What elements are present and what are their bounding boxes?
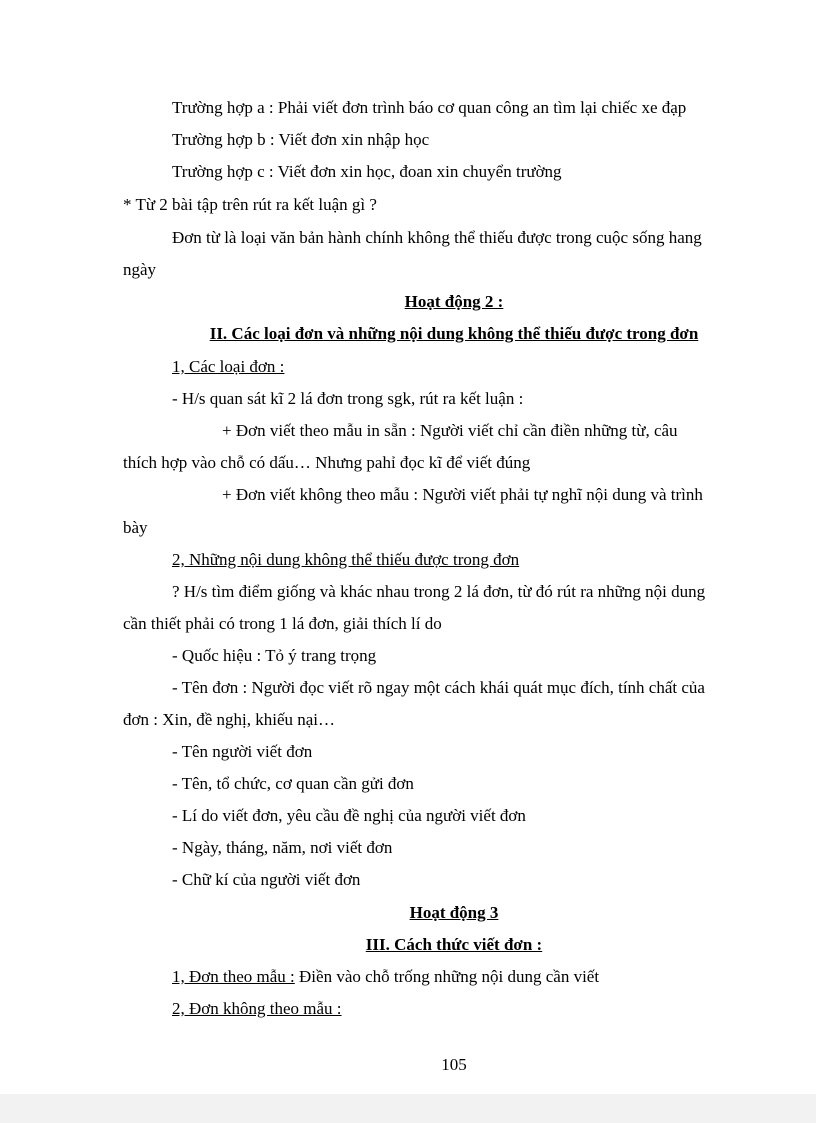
text-line: - Tên đơn : Người đọc viết rõ ngay một cách khái quát mục đích, tính chất của (172, 678, 705, 697)
text-line: - Quốc hiệu : Tỏ ý trang trọng (172, 646, 377, 665)
section-heading: Hoạt động 3 (409, 903, 499, 922)
section-heading: Hoạt động 2 : (404, 292, 504, 311)
page-number: 105 (441, 1055, 467, 1074)
text-line: + Đơn viết theo mẫu in sẵn : Người viết chỉ cần điền những từ, câu (222, 421, 678, 440)
text-line: đơn : Xin, đề nghị, khiếu nại… (123, 710, 336, 729)
text-line: thích hợp vào chỗ có dấu… Nhưng pahỉ đọc kĩ để viết đúng (123, 453, 531, 472)
text-line: - Tên, tổ chức, cơ quan cần gửi đơn (172, 774, 414, 793)
text-line: bày (123, 518, 148, 537)
text-line: - Ngày, tháng, năm, nơi viết đơn (172, 838, 393, 857)
section-title: II. Các loại đơn và những nội dung không thể thiếu được trong đơn (209, 324, 699, 343)
text-line: Đơn từ là loại văn bản hành chính không thể thiếu được trong cuộc sống hang (172, 228, 702, 247)
text-line: cần thiết phải có trong 1 lá đơn, giải thích lí do (123, 614, 442, 633)
page-bottom-band (0, 1094, 816, 1123)
subsection-heading: 1, Đơn theo mẫu : (172, 967, 295, 986)
text-line: * Từ 2 bài tập trên rút ra kết luận gì ? (123, 195, 377, 214)
text-line: - Lí do viết đơn, yêu cầu đề nghị của người viết đơn (172, 806, 526, 825)
text-line: - Chữ kí của người viết đơn (172, 870, 361, 889)
text-line: Trường hợp a : Phải viết đơn trình báo cơ quan công an tìm lại chiếc xe đạp (172, 98, 687, 117)
text-line: Trường hợp c : Viết đơn xin học, đoan xin chuyển trường (172, 162, 562, 181)
section-title: III. Cách thức viết đơn : (365, 935, 543, 954)
subsection-text: Điền vào chỗ trống những nội dung cần viết (299, 967, 600, 986)
subsection-heading: 2, Những nội dung không thể thiếu được trong đơn (172, 550, 520, 569)
text-line: ngày (123, 260, 157, 279)
text-line (172, 967, 599, 987)
subsection-heading: 1, Các loại đơn : (172, 357, 285, 376)
text-line: ? H/s tìm điểm giống và khác nhau trong 2 lá đơn, từ đó rút ra những nội dung (172, 582, 706, 601)
text-line: + Đơn viết không theo mẫu : Người viết phải tự nghĩ nội dung và trình (222, 485, 703, 504)
subsection-heading: 2, Đơn không theo mẫu : (172, 999, 342, 1018)
text-line: - Tên người viết đơn (172, 742, 313, 761)
text-line: Trường hợp b : Viết đơn xin nhập học (172, 130, 430, 149)
text-line: - H/s quan sát kĩ 2 lá đơn trong sgk, rút ra kết luận : (172, 389, 524, 408)
